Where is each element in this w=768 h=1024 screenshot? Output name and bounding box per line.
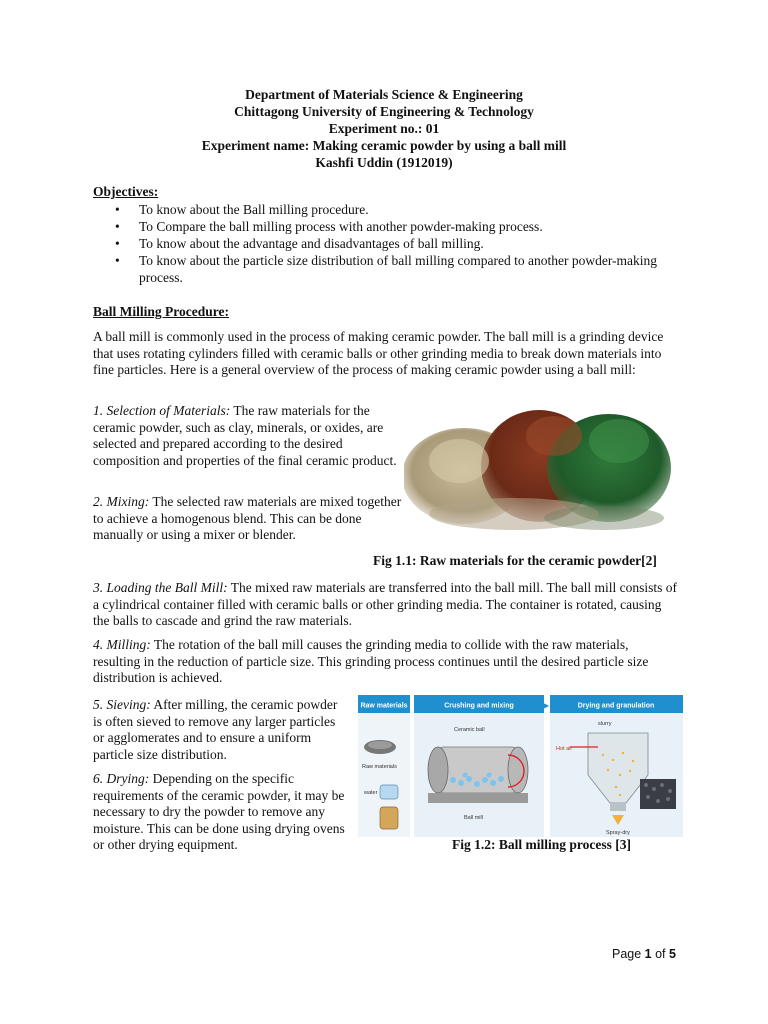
header-author: Kashfi Uddin (1912019)	[315, 155, 453, 170]
step-4	[93, 637, 678, 687]
page-total: 5	[669, 947, 676, 961]
label-hot-air: Hot air	[556, 746, 573, 752]
step-text: After milling, the ceramic powder is often sieved to remove any larger particles or agglomerates and to ensure a uniform particle size distribution.	[93, 697, 338, 762]
of-word: of	[651, 947, 669, 961]
label-slurry: slurry	[598, 721, 612, 727]
list-item: • To know about the advantage and disadvantages of ball milling.	[93, 235, 663, 252]
step-text: The mixed raw materials are transferred into the ball mill. The ball mill consists of a cylindrical container filled with ceramic balls or other grinding media. The container is rotated, causing the balls to cascade and grind the raw materials.	[93, 580, 678, 628]
step-label: 5. Sieving:	[93, 697, 151, 712]
step-3	[93, 580, 678, 630]
header-experiment-no: Experiment no.: 01	[328, 121, 440, 136]
raw-materials-powder-image	[404, 396, 674, 536]
step-label: 3. Loading the Ball Mill:	[93, 580, 228, 595]
objectives-title: Objectives:	[93, 184, 159, 199]
label-raw-materials-small: Raw materials	[362, 764, 397, 770]
step-text: Depending on the specific requirements of the ceramic powder, it may be necessary to dry the powder to remove any moisture. This can be done using drying ovens or other drying equipment.	[93, 771, 345, 852]
page-number: 1	[644, 947, 652, 961]
list-item: • To know about the Ball milling procedure.	[93, 201, 663, 218]
label-ball-mill: Ball mill	[464, 815, 483, 821]
page-word: Page	[612, 947, 645, 961]
header-department: Department of Materials Science & Engineering	[245, 87, 523, 102]
list-item: • To know about the particle size distribution of ball milling compared to another powder-making process.	[93, 252, 663, 286]
step-text: The raw materials for the ceramic powder, such as clay, minerals, or oxides, are selected and prepared according to the desired composition and properties of the final ceramic product.	[93, 403, 397, 468]
step-label: 6. Drying:	[93, 771, 150, 786]
list-item: • To Compare the ball milling process with another powder-making process.	[93, 218, 663, 235]
step-6	[93, 771, 353, 854]
ball-milling-process-diagram	[358, 695, 683, 837]
figure-2-caption: Fig 1.2: Ball milling process [3]	[452, 837, 631, 852]
figure-1-caption: Fig 1.1: Raw materials for the ceramic powder[2]	[373, 553, 657, 568]
step-label: 1. Selection of Materials:	[93, 403, 231, 418]
procedure-title: Ball Milling Procedure:	[93, 304, 229, 319]
step-text: The rotation of the ball mill causes the grinding media to collide with the raw materials, resulting in the reduction of particle size. This grinding process continues until the desired particle size distribution is achieved.	[93, 637, 649, 685]
procedure-intro: A ball mill is commonly used in the process of making ceramic powder. The ball mill is a grinding device that uses rotating cylinders filled with ceramic balls or other grinding media to break down materials into fine particles. Here is a general overview of the process of making ceramic powder using a ball mill:	[93, 329, 664, 377]
step-1	[93, 403, 403, 469]
objectives-list	[93, 201, 663, 286]
label-drying: Drying and granulation	[577, 702, 655, 710]
label-spray-dry: Spray-dry	[606, 830, 630, 836]
header-university: Chittagong University of Engineering & Technology	[234, 104, 534, 119]
step-2	[93, 494, 403, 544]
label-water: water	[364, 790, 378, 796]
label-raw-materials: Raw materials	[360, 702, 408, 710]
step-5	[93, 697, 348, 763]
header-experiment-name: Experiment name: Making ceramic powder by using a ball mill	[201, 138, 567, 153]
document-header	[0, 86, 768, 171]
step-label: 4. Milling:	[93, 637, 151, 652]
page-footer	[612, 947, 676, 961]
step-text: The selected raw materials are mixed together to achieve a homogenous blend. This can be done manually or using a mixer or blender.	[93, 494, 402, 542]
svg-text:▶: ▶	[543, 701, 550, 710]
label-ceramic-ball: Ceramic ball	[454, 727, 485, 733]
label-crushing: Crushing and mixing	[444, 702, 514, 710]
step-label: 2. Mixing:	[93, 494, 150, 509]
